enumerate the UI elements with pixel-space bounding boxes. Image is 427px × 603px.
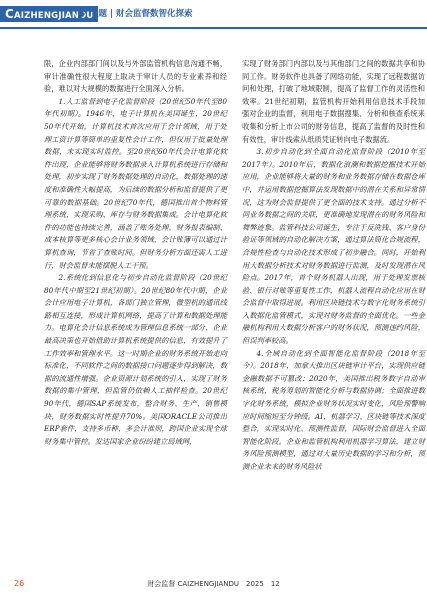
header-rule	[0, 27, 427, 29]
paragraph: 2.系统化到信息化与初步自动化监督阶段（20世纪80年代中期至21世纪初期）。20世纪80年代中期，企业会计应用电子计算机，各部门独立管理，微型机的通讯线路相互连接，形成计算机网络，提高了计算和数据处理能力。电算化会计信息系统成为管理信息系统一部分，企业最高决策也开始借助计算机系统提供的信息，有效提升了工作效率和管理水平。这一时期企业的财务系统开始走向标准化，不同软件之间的数据接口问题逐步得到解决，数据的流通性增强。企业资源计划系统的引入，实现了财务数据的集中管理，但监管仍依赖人工抽样检查。20世纪90年代，德国SAP系统发布，整合财务、生产、销售模块，财务数据实时性提升70%。美国ORACLE公司推出ERP套件，支持多币种、多会计准则，跨国企业实现全球财务集中管控。发达国家企业纷纷建立局域网，	[44, 273, 227, 446]
paragraph: 4.全域自动化到全面智能化监督阶段（2018年至今）。2018年，加拿大推出区块链审计平台，实现供应链金融数据不可篡改；2020年，美国推出税务数字自动审核系统，税务筹划的智能化分析与数据协调；全面推进数字化财务系统，模拟企业财务状况实时变化，风险预警响应时间缩短至分钟级。AI、机器学习、区块链等技术深度整合，实现实时化、预测性监督，国际财会监督进入全面智能化阶段。企业和监管机构利用机器学习算法，建立财务风险预测模型，通过对大量历史数据的学习和分析，预测企业未来的财务风险状	[242, 348, 425, 471]
paragraph: 3.初步自动化到全面自动化监督阶段（2010年至2017年）。2010年后，数据化浪潮和数据挖掘技术开始应用，企业能够将大量的财务和业务数据存储在数据仓库中，并运用数据挖掘算法发现数据中的潜在关系和异常情况，这为财会监督提供了更全面的技术支持。通过分析不同业务数据之间的关联，更准确地发现潜在的财务风险和舞弊迹象。监管科技公司诞生，专注于反洗钱、客户身份验证等领域的自动化解决方案，通过算法简化合规流程，合规性检查与自动化技术形成了初步融合。同时，开始利用大数据分析技术对财务数据进行监测，及时发现潜在风险点。2017年，首个财务机器人出现，用于处理发票核验、银行对账等重复性工作，机器人流程自动化应用在财会监督中取得进展。利用区块链技术与数字化财务系统引入数据化监管模式，实现对财务监督的全面优化。一些金融机构利用大数据分析客户的财务状况，预测违约风险，但误判率较高。	[242, 147, 425, 346]
right-text-column	[242, 58, 425, 474]
journal-logo: CAIZHENGJIANDU	[0, 6, 98, 22]
page-header	[0, 0, 427, 34]
left-text-column	[44, 58, 227, 448]
paragraph: 限，企业内部部门间以及与外部监管机构信息沟通不畅，审计准确性很大程度上取决于审计人员的专业素养和经验，难以对大规模的数据进行全面深入分析。	[44, 59, 227, 94]
section-title: 专题 | 财会监督数智化探索	[90, 9, 193, 19]
paragraph: 实现了财务部门内部以及与其他部门之间的数据共享和协同工作。财务软件也具备了网络功能，实现了远程数据访问和处理，打破了地域限制，提高了监督工作的灵活性和效率。21世纪初期，监管机构开始利用信息技术手段加强对企业的监督，利用电子数据搜集、分析和核查系统来收集和分析上市公司的财务信息，提高了监督的及时性和有效性，审计线索从纸质凭证转向电子数据流。	[242, 59, 425, 144]
paragraph: 1.人工监督到电子化监督阶段（20世纪50年代至80年代初期）。1946年，电子计算机在美国诞生，20世纪50年代开始，计算机技术首次应用于会计领域，用于处理工资计算等简单的重复性会计工作，但仅用于批量处理数据，未实现实时监控。至20世纪60年代会计电算化软件出现，企业能够将财务数据录入计算机系统进行存储和处理，初步实现了财务数据处理的自动化，数据处理的速度和准确性大幅提高，为后续的数据分析和监督提供了更可靠的数据基础。20世纪70年代，德国推出首个物料管理系统，实现采购、库存与财务数据集成。会计电算化软件的功能也持续完善，涵盖了账务处理、财务报表编制、成本核算等更多核心会计业务领域，会计账簿可以通过计算机查询，节省了查账时间。但财务分析方面还需人工进行，财会监督未能摆脱人工干预。	[44, 96, 227, 270]
header-arrow-decoration	[78, 6, 85, 22]
journal-footer-text: 财会监督 CAIZHENGJIANDU 2025 12	[147, 580, 280, 588]
page-footer	[0, 577, 427, 593]
page-number: 26	[14, 579, 25, 588]
